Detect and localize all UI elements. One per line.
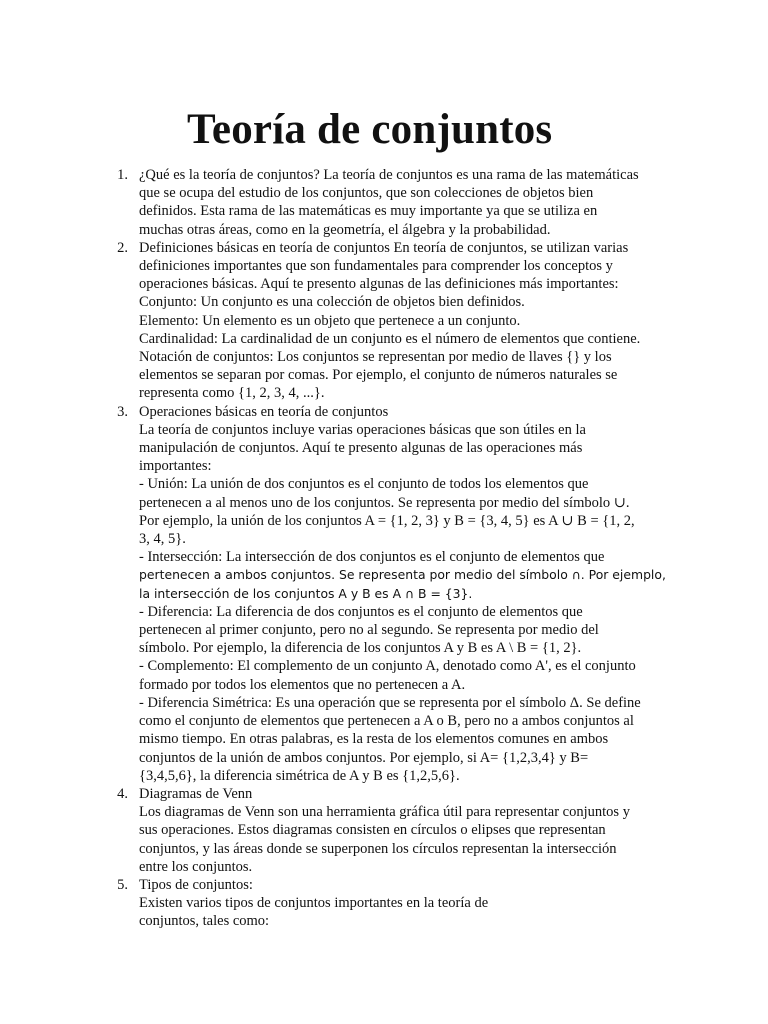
text-line: - Complemento: El complemento de un conjunto A, denotado como A', es el conjunto (139, 658, 636, 675)
text-line: conjuntos, tales como: (139, 913, 270, 930)
text-line: conjuntos de la unión de ambos conjuntos. Por ejemplo, si A= {1,2,3,4} y B= (139, 749, 589, 766)
text-line: representa como {1, 2, 3, 4, ...}. (139, 385, 325, 402)
text-line: Existen varios tipos de conjuntos importantes en la teoría de (139, 895, 489, 912)
list-item-body (139, 166, 679, 239)
text-line: 3, 4, 5}. (139, 531, 186, 548)
list-item-body (139, 403, 679, 785)
text-line: importantes: (139, 458, 212, 475)
text-line: La teoría de conjuntos incluye varias operaciones básicas que son útiles en la (139, 421, 586, 438)
list-item-body (139, 785, 679, 876)
numbered-list (0, 166, 768, 931)
text-line: definidos. Esta rama de las matemáticas es muy importante ya que se utiliza en (139, 203, 598, 220)
text-line: - Intersección: La intersección de dos conjuntos es el conjunto de elementos que (139, 549, 605, 566)
text-line: símbolo. Por ejemplo, la diferencia de los conjuntos A y B es A \ B = {1, 2}. (139, 640, 582, 657)
text-line: formado por todos los elementos que no pertenecen a A. (139, 676, 466, 693)
text-line: Notación de conjuntos: Los conjuntos se representan por medio de llaves {} y los (139, 349, 612, 366)
text-line: Por ejemplo, la unión de los conjuntos A = {1, 2, 3} y B = {3, 4, 5} es A ∪ B = {1, 2, (139, 512, 635, 529)
text-line: la intersección de los conjuntos A y B es A ∩ B = {3}. (139, 585, 473, 601)
text-line: muchas otras áreas, como en la geometría, el álgebra y la probabilidad. (139, 221, 551, 238)
text-line: Cardinalidad: La cardinalidad de un conjunto es el número de elementos que contiene. (139, 330, 641, 347)
list-item-body (139, 876, 679, 931)
text-line: operaciones básicas. Aquí te presento algunas de las definiciones más importantes: (139, 276, 619, 293)
list-item-number: 4. (117, 785, 128, 802)
text-line: definiciones importantes que son fundamentales para comprender los conceptos y (139, 258, 613, 275)
text-line: conjuntos, y las áreas donde se superponen los círculos representan la intersección (139, 840, 617, 857)
list-item-1 (0, 166, 768, 239)
text-line: ¿Qué es la teoría de conjuntos? La teoría de conjuntos es una rama de las matemáticas (139, 167, 639, 183)
text-line: como el conjunto de elementos que pertenecen a A o B, pero no a ambos conjuntos al (139, 713, 634, 730)
text-line: entre los conjuntos. (139, 858, 253, 875)
text-line: - Diferencia: La diferencia de dos conjuntos es el conjunto de elementos que (139, 603, 583, 620)
text-line: elementos se separan por comas. Por ejemplo, el conjunto de números naturales se (139, 367, 618, 384)
text-line: Operaciones básicas en teoría de conjuntos (139, 403, 389, 420)
list-item-number: 2. (117, 239, 128, 256)
text-line: - Unión: La unión de dos conjuntos es el conjunto de todos los elementos que (139, 476, 589, 493)
text-line: {3,4,5,6}, la diferencia simétrica de A y B es {1,2,5,6}. (139, 767, 460, 784)
text-line: que se ocupa del estudio de los conjuntos, que son colecciones de objetos bien (139, 185, 594, 202)
text-line: Elemento: Un elemento es un objeto que pertenece a un conjunto. (139, 312, 521, 329)
text-line: Tipos de conjuntos: (139, 876, 253, 893)
text-line: manipulación de conjuntos. Aquí te presento algunas de las operaciones más (139, 440, 583, 457)
text-line: pertenecen a ambos conjuntos. Se representa por medio del símbolo ∩. Por ejemplo, (139, 567, 666, 583)
list-item-number: 5. (117, 876, 128, 893)
list-item-number: 1. (117, 167, 128, 183)
text-line: Definiciones básicas en teoría de conjuntos En teoría de conjuntos, se utilizan varias (139, 239, 629, 256)
text-line: pertenecen a al menos uno de los conjuntos. Se representa por medio del símbolo ∪. (139, 494, 630, 511)
text-line: Los diagramas de Venn son una herramienta gráfica útil para representar conjuntos y (139, 804, 630, 821)
list-item-body (139, 239, 679, 403)
list-item-4 (0, 785, 768, 876)
text-line: - Diferencia Simétrica: Es una operación que se representa por el símbolo Δ. Se define (139, 694, 641, 711)
text-line: mismo tiempo. En otras palabras, es la resta de los elementos comunes en ambos (139, 731, 609, 748)
text-line: Conjunto: Un conjunto es una colección de objetos bien definidos. (139, 294, 525, 311)
list-item-5 (0, 876, 768, 931)
text-line: pertenecen al primer conjunto, pero no al segundo. Se representa por medio del (139, 622, 599, 639)
list-item-number: 3. (117, 403, 128, 420)
text-line: sus operaciones. Estos diagramas consisten en círculos o elipses que representan (139, 822, 606, 839)
text-line: Diagramas de Venn (139, 785, 253, 802)
list-item-2 (0, 239, 768, 403)
list-item-3 (0, 403, 768, 785)
document-title: Teoría de conjuntos (187, 106, 553, 153)
